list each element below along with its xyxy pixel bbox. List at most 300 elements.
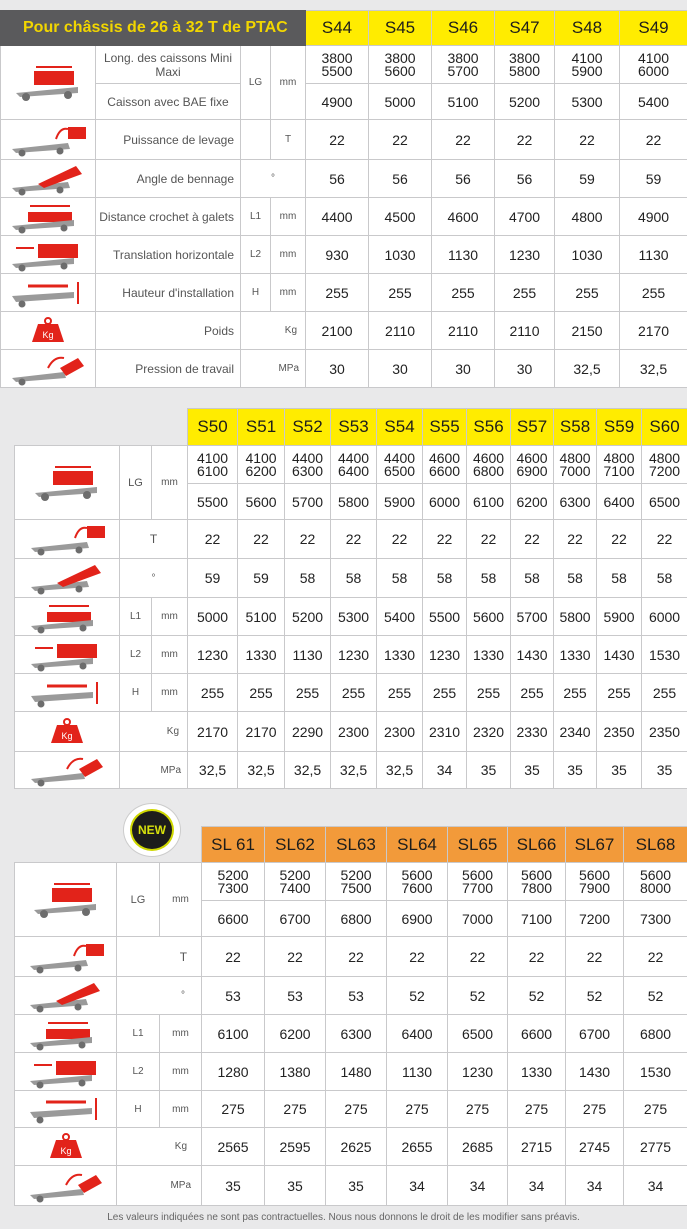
value-minmax: 5200 7400 xyxy=(265,863,326,901)
unit-degree: ° xyxy=(117,977,202,1015)
model-header: S50 xyxy=(188,409,238,446)
value-pression: 35 xyxy=(467,752,511,789)
container-length-icon xyxy=(15,446,120,520)
unit-mm: mm xyxy=(271,46,306,120)
value-distance: 4900 xyxy=(620,198,687,236)
value-puissance: 22 xyxy=(624,937,687,977)
symbol-l2: L2 xyxy=(120,636,152,674)
value-bae: 6400 xyxy=(597,484,642,520)
value-puissance: 22 xyxy=(265,937,326,977)
value-poids: 2170 xyxy=(620,312,687,350)
value-bae: 5100 xyxy=(432,84,495,120)
value-bae: 5800 xyxy=(331,484,377,520)
hook-distance-icon xyxy=(15,1015,117,1053)
model-header: S56 xyxy=(467,409,511,446)
value-distance: 4700 xyxy=(495,198,555,236)
value-minmax: 5600 7800 xyxy=(508,863,566,901)
unit-mpa: MPa xyxy=(117,1166,202,1206)
value-hauteur: 255 xyxy=(554,674,597,712)
value-pression: 35 xyxy=(202,1166,265,1206)
model-header: SL65 xyxy=(448,827,508,863)
model-header: SL64 xyxy=(387,827,448,863)
value-puissance: 22 xyxy=(508,937,566,977)
value-angle: 59 xyxy=(238,559,285,598)
value-pression: 32,5 xyxy=(188,752,238,789)
svg-text:Kg: Kg xyxy=(42,329,54,340)
installation-height-icon xyxy=(15,1091,117,1128)
value-poids: 2100 xyxy=(306,312,369,350)
value-pression: 32,5 xyxy=(620,350,687,388)
value-bae: 6200 xyxy=(511,484,554,520)
container-length-icon xyxy=(15,863,117,937)
value-translation: 1130 xyxy=(387,1053,448,1091)
value-angle: 58 xyxy=(642,559,687,598)
value-puissance: 22 xyxy=(554,520,597,559)
value-hauteur: 275 xyxy=(566,1091,624,1128)
value-distance: 5600 xyxy=(467,598,511,636)
value-hauteur: 255 xyxy=(331,674,377,712)
value-translation: 1330 xyxy=(508,1053,566,1091)
value-puissance: 22 xyxy=(555,120,620,160)
value-bae: 5000 xyxy=(369,84,432,120)
value-poids: 2330 xyxy=(511,712,554,752)
value-minmax: 3800 5600 xyxy=(369,46,432,84)
value-pression: 35 xyxy=(554,752,597,789)
value-pression: 32,5 xyxy=(555,350,620,388)
value-hauteur: 255 xyxy=(377,674,423,712)
value-translation: 1030 xyxy=(369,236,432,274)
value-hauteur: 255 xyxy=(495,274,555,312)
value-puissance: 22 xyxy=(331,520,377,559)
value-translation: 1430 xyxy=(566,1053,624,1091)
value-distance: 4800 xyxy=(555,198,620,236)
value-translation: 1480 xyxy=(326,1053,387,1091)
value-bae: 6300 xyxy=(554,484,597,520)
container-length-icon xyxy=(1,46,96,120)
value-minmax: 5600 7900 xyxy=(566,863,624,901)
hook-distance-icon xyxy=(1,198,96,236)
value-poids: 2110 xyxy=(369,312,432,350)
value-distance: 5900 xyxy=(597,598,642,636)
value-poids: 2625 xyxy=(326,1128,387,1166)
value-puissance: 22 xyxy=(369,120,432,160)
value-puissance: 22 xyxy=(306,120,369,160)
model-header: S52 xyxy=(285,409,331,446)
value-pression: 30 xyxy=(306,350,369,388)
value-poids: 2110 xyxy=(432,312,495,350)
value-angle: 58 xyxy=(285,559,331,598)
value-minmax: 5600 7600 xyxy=(387,863,448,901)
value-minmax: 4600 6900 xyxy=(511,446,554,484)
symbol-lg: LG xyxy=(120,446,152,520)
value-hauteur: 255 xyxy=(423,674,467,712)
svg-text:Kg: Kg xyxy=(61,730,73,741)
working-pressure-icon xyxy=(15,1166,117,1206)
model-header: S53 xyxy=(331,409,377,446)
value-bae: 6600 xyxy=(202,901,265,937)
model-header: SL62 xyxy=(265,827,326,863)
value-translation: 1530 xyxy=(642,636,687,674)
value-bae: 6900 xyxy=(387,901,448,937)
value-distance: 6300 xyxy=(326,1015,387,1053)
unit-mm: mm xyxy=(152,598,188,636)
symbol-lg: LG xyxy=(117,863,160,937)
value-distance: 4500 xyxy=(369,198,432,236)
value-hauteur: 275 xyxy=(624,1091,687,1128)
hook-distance-icon xyxy=(15,598,120,636)
value-angle: 56 xyxy=(306,160,369,198)
value-minmax: 4800 7000 xyxy=(554,446,597,484)
value-poids: 2745 xyxy=(566,1128,624,1166)
value-pression: 34 xyxy=(423,752,467,789)
weight-icon xyxy=(15,712,120,752)
symbol-h: H xyxy=(117,1091,160,1128)
value-distance: 5100 xyxy=(238,598,285,636)
value-minmax: 4800 7100 xyxy=(597,446,642,484)
table-sl61-sl68 xyxy=(14,826,687,1206)
symbol-l2: L2 xyxy=(117,1053,160,1091)
value-minmax: 4400 6300 xyxy=(285,446,331,484)
model-header: S60 xyxy=(642,409,687,446)
value-puissance: 22 xyxy=(495,120,555,160)
value-angle: 56 xyxy=(432,160,495,198)
value-angle: 53 xyxy=(265,977,326,1015)
model-header: S44 xyxy=(306,11,369,46)
value-pression: 30 xyxy=(369,350,432,388)
working-pressure-icon xyxy=(1,350,96,388)
value-poids: 2150 xyxy=(555,312,620,350)
value-angle: 58 xyxy=(554,559,597,598)
value-pression: 35 xyxy=(511,752,554,789)
value-poids: 2565 xyxy=(202,1128,265,1166)
value-minmax: 4800 7200 xyxy=(642,446,687,484)
value-distance: 5400 xyxy=(377,598,423,636)
value-pression: 32,5 xyxy=(331,752,377,789)
model-header: S51 xyxy=(238,409,285,446)
value-puissance: 22 xyxy=(566,937,624,977)
value-angle: 52 xyxy=(448,977,508,1015)
value-poids: 2290 xyxy=(285,712,331,752)
value-pression: 35 xyxy=(642,752,687,789)
value-pression: 34 xyxy=(508,1166,566,1206)
value-hauteur: 255 xyxy=(285,674,331,712)
installation-height-icon xyxy=(15,674,120,712)
value-hauteur: 275 xyxy=(387,1091,448,1128)
value-bae: 6800 xyxy=(326,901,387,937)
value-angle: 59 xyxy=(188,559,238,598)
value-hauteur: 255 xyxy=(188,674,238,712)
value-translation: 1430 xyxy=(511,636,554,674)
value-pression: 35 xyxy=(326,1166,387,1206)
label-poids: Poids xyxy=(96,312,241,350)
value-minmax: 3800 5700 xyxy=(432,46,495,84)
value-angle: 52 xyxy=(566,977,624,1015)
value-bae: 5600 xyxy=(238,484,285,520)
value-angle: 52 xyxy=(624,977,687,1015)
weight-icon xyxy=(15,1128,117,1166)
value-hauteur: 255 xyxy=(642,674,687,712)
value-puissance: 22 xyxy=(511,520,554,559)
value-minmax: 5600 7700 xyxy=(448,863,508,901)
unit-degree: ° xyxy=(241,160,306,198)
value-bae: 7100 xyxy=(508,901,566,937)
value-minmax: 5200 7300 xyxy=(202,863,265,901)
unit-t: T xyxy=(117,937,202,977)
tipping-angle-icon xyxy=(15,977,117,1015)
value-poids: 2685 xyxy=(448,1128,508,1166)
model-header: SL63 xyxy=(326,827,387,863)
value-bae: 5400 xyxy=(620,84,687,120)
value-puissance: 22 xyxy=(620,120,687,160)
value-bae: 6000 xyxy=(423,484,467,520)
unit-mm: mm xyxy=(271,198,306,236)
unit-t: T xyxy=(120,520,188,559)
value-angle: 56 xyxy=(495,160,555,198)
value-translation: 1330 xyxy=(467,636,511,674)
value-poids: 2350 xyxy=(597,712,642,752)
value-hauteur: 255 xyxy=(306,274,369,312)
value-translation: 1230 xyxy=(448,1053,508,1091)
unit-mm: mm xyxy=(152,674,188,712)
value-poids: 2110 xyxy=(495,312,555,350)
value-poids: 2300 xyxy=(331,712,377,752)
symbol-l1: L1 xyxy=(120,598,152,636)
horizontal-translation-icon xyxy=(15,1053,117,1091)
value-translation: 1530 xyxy=(624,1053,687,1091)
model-header: S59 xyxy=(597,409,642,446)
model-header: SL67 xyxy=(566,827,624,863)
value-puissance: 22 xyxy=(377,520,423,559)
value-angle: 53 xyxy=(202,977,265,1015)
value-distance: 5200 xyxy=(285,598,331,636)
value-translation: 1230 xyxy=(423,636,467,674)
value-distance: 6200 xyxy=(265,1015,326,1053)
unit-mm: mm xyxy=(160,1091,202,1128)
unit-mm: mm xyxy=(152,446,188,520)
value-pression: 32,5 xyxy=(285,752,331,789)
value-puissance: 22 xyxy=(448,937,508,977)
value-translation: 1280 xyxy=(202,1053,265,1091)
value-minmax: 3800 5500 xyxy=(306,46,369,84)
model-header: SL 61 xyxy=(202,827,265,863)
value-pression: 30 xyxy=(495,350,555,388)
symbol-l2: L2 xyxy=(241,236,271,274)
lifting-power-icon xyxy=(15,937,117,977)
symbol-h: H xyxy=(241,274,271,312)
value-poids: 2595 xyxy=(265,1128,326,1166)
new-badge-label: NEW xyxy=(130,809,174,851)
unit-mm: mm xyxy=(160,1053,202,1091)
value-poids: 2300 xyxy=(377,712,423,752)
label-long-caissons: Long. des caissons Mini Maxi xyxy=(96,46,241,84)
model-header: S45 xyxy=(369,11,432,46)
unit-mm: mm xyxy=(160,1015,202,1053)
value-translation: 1330 xyxy=(377,636,423,674)
value-pression: 32,5 xyxy=(377,752,423,789)
value-translation: 1430 xyxy=(597,636,642,674)
value-poids: 2655 xyxy=(387,1128,448,1166)
value-translation: 1380 xyxy=(265,1053,326,1091)
value-pression: 34 xyxy=(624,1166,687,1206)
tipping-angle-icon xyxy=(1,160,96,198)
value-pression: 32,5 xyxy=(238,752,285,789)
value-hauteur: 275 xyxy=(265,1091,326,1128)
symbol-l1: L1 xyxy=(241,198,271,236)
model-header: S49 xyxy=(620,11,687,46)
unit-mm: mm xyxy=(160,863,202,937)
value-translation: 1130 xyxy=(432,236,495,274)
value-bae: 5700 xyxy=(285,484,331,520)
value-distance: 6000 xyxy=(642,598,687,636)
symbol-h: H xyxy=(120,674,152,712)
value-poids: 2170 xyxy=(188,712,238,752)
label-puissance: Puissance de levage xyxy=(96,120,241,160)
value-minmax: 4100 6200 xyxy=(238,446,285,484)
unit-kg: Kg xyxy=(120,712,188,752)
value-puissance: 22 xyxy=(432,120,495,160)
value-puissance: 22 xyxy=(188,520,238,559)
value-poids: 2170 xyxy=(238,712,285,752)
value-puissance: 22 xyxy=(202,937,265,977)
value-bae: 4900 xyxy=(306,84,369,120)
value-bae: 5200 xyxy=(495,84,555,120)
unit-degree: ° xyxy=(120,559,188,598)
label-caisson-bae: Caisson avec BAE fixe xyxy=(96,84,241,120)
unit-t: T xyxy=(271,120,306,160)
value-puissance: 22 xyxy=(597,520,642,559)
value-bae: 5900 xyxy=(377,484,423,520)
page-title: Pour châssis de 26 à 32 T de PTAC xyxy=(1,11,306,46)
value-bae: 5300 xyxy=(555,84,620,120)
value-translation: 1030 xyxy=(555,236,620,274)
value-pression: 35 xyxy=(265,1166,326,1206)
svg-text:Kg: Kg xyxy=(59,1145,72,1156)
value-distance: 5300 xyxy=(331,598,377,636)
model-header: S55 xyxy=(423,409,467,446)
weight-icon xyxy=(1,312,96,350)
value-bae: 7200 xyxy=(566,901,624,937)
value-distance: 5800 xyxy=(554,598,597,636)
value-puissance: 22 xyxy=(285,520,331,559)
value-minmax: 4100 5900 xyxy=(555,46,620,84)
value-angle: 53 xyxy=(326,977,387,1015)
unit-mm: mm xyxy=(152,636,188,674)
value-hauteur: 275 xyxy=(326,1091,387,1128)
table-s50-s60 xyxy=(14,408,687,789)
value-puissance: 22 xyxy=(387,937,448,977)
model-header: SL66 xyxy=(508,827,566,863)
lifting-power-icon xyxy=(1,120,96,160)
value-hauteur: 255 xyxy=(620,274,687,312)
value-poids: 2715 xyxy=(508,1128,566,1166)
value-hauteur: 255 xyxy=(369,274,432,312)
value-minmax: 3800 5800 xyxy=(495,46,555,84)
value-distance: 5700 xyxy=(511,598,554,636)
unit-kg: Kg xyxy=(117,1128,202,1166)
value-bae: 7000 xyxy=(448,901,508,937)
value-angle: 58 xyxy=(331,559,377,598)
horizontal-translation-icon xyxy=(1,236,96,274)
value-distance: 5500 xyxy=(423,598,467,636)
value-minmax: 5600 8000 xyxy=(624,863,687,901)
model-header: S46 xyxy=(432,11,495,46)
installation-height-icon xyxy=(1,274,96,312)
value-angle: 59 xyxy=(555,160,620,198)
value-translation: 1230 xyxy=(495,236,555,274)
unit-mm: mm xyxy=(271,274,306,312)
value-bae: 6100 xyxy=(467,484,511,520)
value-angle: 52 xyxy=(387,977,448,1015)
value-hauteur: 275 xyxy=(202,1091,265,1128)
value-translation: 1330 xyxy=(238,636,285,674)
value-translation: 1130 xyxy=(285,636,331,674)
value-minmax: 4400 6400 xyxy=(331,446,377,484)
value-pression: 34 xyxy=(448,1166,508,1206)
value-angle: 59 xyxy=(620,160,687,198)
value-angle: 58 xyxy=(423,559,467,598)
value-distance: 6800 xyxy=(624,1015,687,1053)
value-bae: 7300 xyxy=(624,901,687,937)
value-translation: 1230 xyxy=(331,636,377,674)
model-header: SL68 xyxy=(624,827,687,863)
unit-mpa: MPa xyxy=(241,350,306,388)
value-distance: 4600 xyxy=(432,198,495,236)
value-translation: 1330 xyxy=(554,636,597,674)
value-bae: 6500 xyxy=(642,484,687,520)
value-poids: 2340 xyxy=(554,712,597,752)
value-hauteur: 255 xyxy=(597,674,642,712)
value-angle: 58 xyxy=(377,559,423,598)
label-distance: Distance crochet à galets xyxy=(96,198,241,236)
tipping-angle-icon xyxy=(15,559,120,598)
unit-mm: mm xyxy=(271,236,306,274)
value-hauteur: 275 xyxy=(508,1091,566,1128)
value-translation: 1230 xyxy=(188,636,238,674)
value-pression: 34 xyxy=(387,1166,448,1206)
symbol-lg: LG xyxy=(241,46,271,120)
lifting-power-icon xyxy=(15,520,120,559)
value-distance: 5000 xyxy=(188,598,238,636)
model-header: S58 xyxy=(554,409,597,446)
symbol-l1: L1 xyxy=(117,1015,160,1053)
value-poids: 2320 xyxy=(467,712,511,752)
value-pression: 30 xyxy=(432,350,495,388)
value-angle: 58 xyxy=(467,559,511,598)
value-puissance: 22 xyxy=(326,937,387,977)
value-puissance: 22 xyxy=(467,520,511,559)
unit-kg: Kg xyxy=(241,312,306,350)
value-minmax: 5200 7500 xyxy=(326,863,387,901)
value-distance: 6500 xyxy=(448,1015,508,1053)
value-translation: 930 xyxy=(306,236,369,274)
value-puissance: 22 xyxy=(423,520,467,559)
horizontal-translation-icon xyxy=(15,636,120,674)
value-angle: 58 xyxy=(511,559,554,598)
value-bae: 5500 xyxy=(188,484,238,520)
label-angle: Angle de bennage xyxy=(96,160,241,198)
footnote: Les valeurs indiquées ne sont pas contractuelles. Nous nous donnons le droit de les modifier sans préavis. xyxy=(107,1212,580,1223)
value-hauteur: 275 xyxy=(448,1091,508,1128)
value-minmax: 4100 6100 xyxy=(188,446,238,484)
value-minmax: 4600 6800 xyxy=(467,446,511,484)
unit-mpa: MPa xyxy=(120,752,188,789)
label-pression: Pression de travail xyxy=(96,350,241,388)
value-distance: 4400 xyxy=(306,198,369,236)
value-minmax: 4100 6000 xyxy=(620,46,687,84)
value-translation: 1130 xyxy=(620,236,687,274)
table-s44-s49 xyxy=(0,10,687,388)
value-poids: 2775 xyxy=(624,1128,687,1166)
